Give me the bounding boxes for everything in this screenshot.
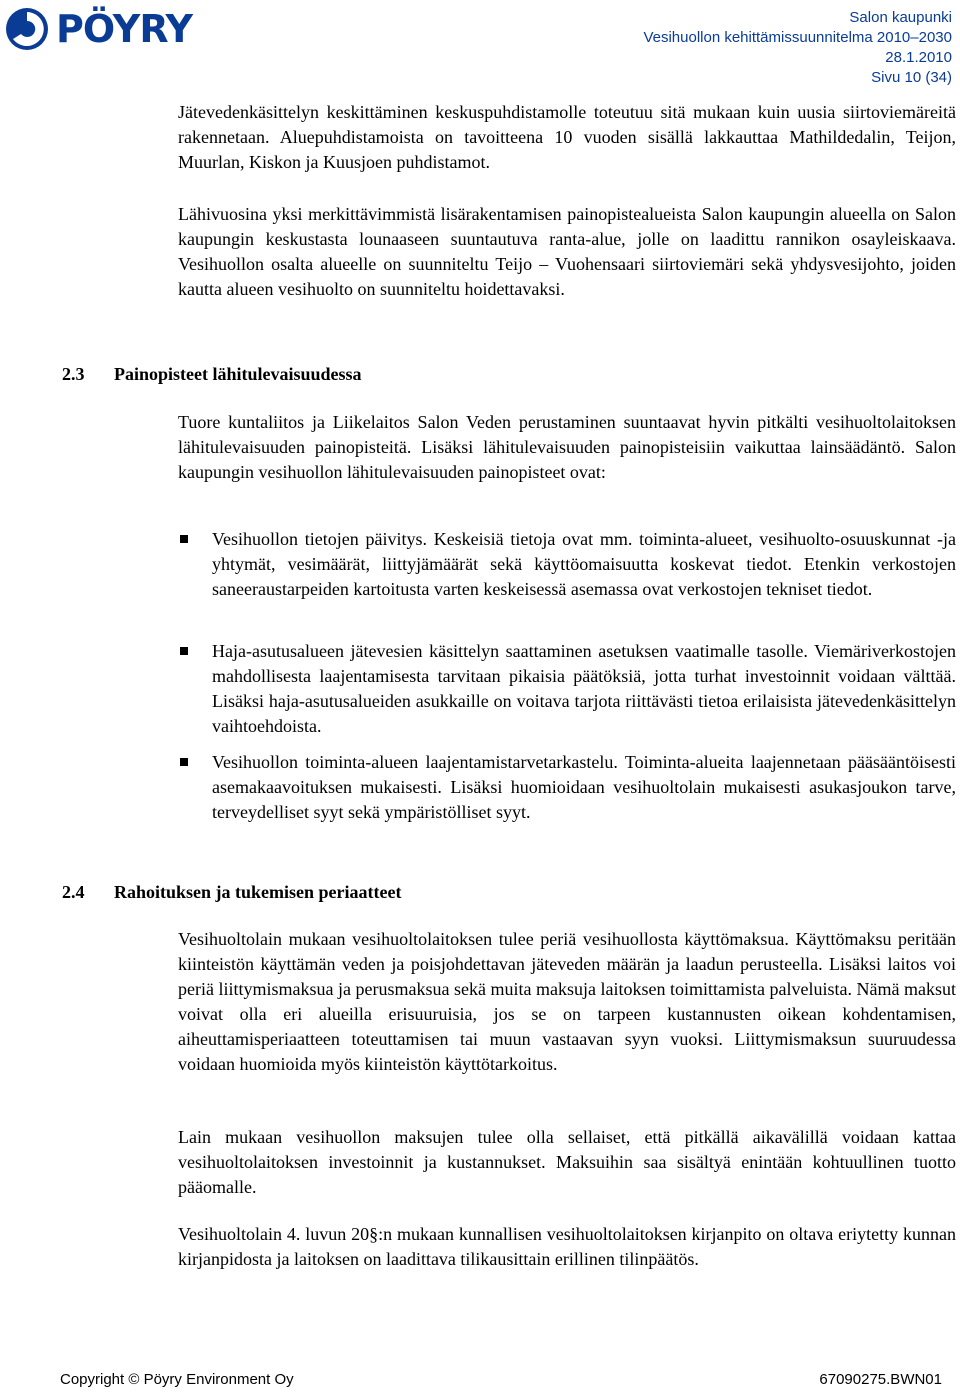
- document-title: Vesihuollon kehittämissuunnitelma 2010–2030: [643, 29, 952, 46]
- poyry-swirl-icon: [4, 6, 50, 52]
- paragraph-cost-coverage: Lain mukaan vesihuollon maksujen tulee olla sellaiset, että pitkällä aikavälillä voidaan kattaa vesihuoltolaitoksen investoinnit ja kustannukset. Maksuihin saa sisältyä enintään kohtuullinen tuotto pääomalle.: [178, 1127, 956, 1197]
- section-number: 2.4: [62, 882, 85, 902]
- section-2-3-intro: Tuore kuntaliitos ja Liikelaitos Salon Veden perustaminen suuntaavat hyvin pitkälti vesihuoltolaitoksen lähitulevaisuuden painopisteitä. Lisäksi lähitulevaisuuden painopisteisiin vaikuttaa lainsäädäntö. Salon kaupungin vesihuollon lähitulevaisuuden painopisteet ovat:: [178, 412, 956, 482]
- paragraph-coastal-area: Lähivuosina yksi merkittävimmistä lisärakentamisen painopistealueista Salon kaupungin alueella on Salon kaupungin keskustasta lounaaseen suuntautuva ranta-alue, jolle on laadittu rannikon osayleiskaava. Vesihuollon osalta alueelle on suunniteltu Teijo – Vuohensaari siirtoviemäri sekä yhdysvesijohto, joiden kautta alueen vesihuolto on suunniteltu hoidettavaksi.: [178, 204, 956, 299]
- bullet-text: Haja-asutusalueen jätevesien käsittelyn saattaminen asetuksen vaatimalle tasolle. Viemäriverkostojen mahdollisesta laajentamisesta tarvitaan pikaisia päätöksiä, jotta turhat investoinnit voidaan välttää. Lisäksi haja-asutusalueiden asukkaille on voitava tarjota riittävästi tietoa erilaisista jätevedenkäsittelyn vaihtoehdoista.: [212, 641, 956, 736]
- bullet-item: [178, 527, 956, 602]
- paragraph-fees: Vesihuoltolain mukaan vesihuoltolaitoksen tulee periä vesihuollosta käyttömaksua. Käyttömaksu peritään kiinteistön käyttämän veden ja poisjohdettavan jäteveden määrän ja laadun perusteella. Lisäksi laitos voi periä liittymismaksua ja perusmaksua sekä muita maksuja laitoksen toimittamista palveluista. Nämä maksut voivat olla eri alueilla erisuuruisia, jos se on tarpeen kustannusten oikean kohdentamisen, aiheuttamisperiaatteen toteuttamisen tai muun vastaavan syyn vuoksi. Liittymismaksun suuruudessa voidaan huomioida myös kiinteistön käyttötarkoitus.: [178, 929, 956, 1074]
- section-title: Painopisteet lähitulevaisuudessa: [114, 364, 362, 384]
- bullet-text: Vesihuollon toiminta-alueen laajentamistarvetarkastelu. Toiminta-alueita laajennetaan pääsääntöisesti asemakaavoituksen mukaisesti. Lisäksi huomioidaan vesihuoltolain mukaisesti asukasjoukon tarve, terveydelliset syyt sekä ympäristölliset syyt.: [212, 752, 956, 822]
- section-heading-2-3: [62, 362, 362, 387]
- paragraph-accounting: Vesihuoltolain 4. luvun 20§:n mukaan kunnallisen vesihuoltolaitoksen kirjanpito on oltava eriytetty kunnan kirjanpidosta ja laitoksen on laadittava tilikausittain erillinen tilinpäätös.: [178, 1224, 956, 1269]
- footer-copyright: Copyright © Pöyry Environment Oy: [60, 1371, 294, 1388]
- bullet-square-icon: [180, 535, 188, 543]
- section-number: 2.3: [62, 364, 85, 384]
- paragraph-wastewater: Jätevedenkäsittelyn keskittäminen keskuspuhdistamolle toteutuu sitä mukaan kuin uusia siirtoviemäreitä rakennetaan. Aluepuhdistamoista on tavoitteena 10 vuoden sisällä lakkauttaa Mathildedalin, Teijon, Muurlan, Kiskon ja Kuusjoen puhdistamot.: [178, 102, 956, 172]
- bullet-item: [178, 750, 956, 825]
- page-number: Sivu 10 (34): [871, 69, 952, 86]
- bullet-square-icon: [180, 647, 188, 655]
- footer-doc-code: 67090275.BWN01: [819, 1371, 942, 1388]
- document-header: [643, 8, 952, 88]
- logo-wordmark: PÖYRY: [56, 7, 193, 51]
- client-name: Salon kaupunki: [849, 9, 952, 26]
- bullet-item: [178, 639, 956, 739]
- company-logo: [4, 6, 192, 52]
- bullet-text: Vesihuollon tietojen päivitys. Keskeisiä tietoja ovat mm. toiminta-alueet, vesihuolto-osuuskunnat -ja yhtymät, vesimäärät, liittyjämäärät sekä käyttöomaisuutta koskevat tiedot. Etenkin verkostojen saneeraustarpeiden kartoitusta varten keskeisessä asemassa ovat verkostojen tekniset tiedot.: [212, 529, 956, 599]
- section-heading-2-4: [62, 880, 401, 905]
- document-date: 28.1.2010: [885, 49, 952, 66]
- bullet-square-icon: [180, 758, 188, 766]
- section-title: Rahoituksen ja tukemisen periaatteet: [114, 882, 402, 902]
